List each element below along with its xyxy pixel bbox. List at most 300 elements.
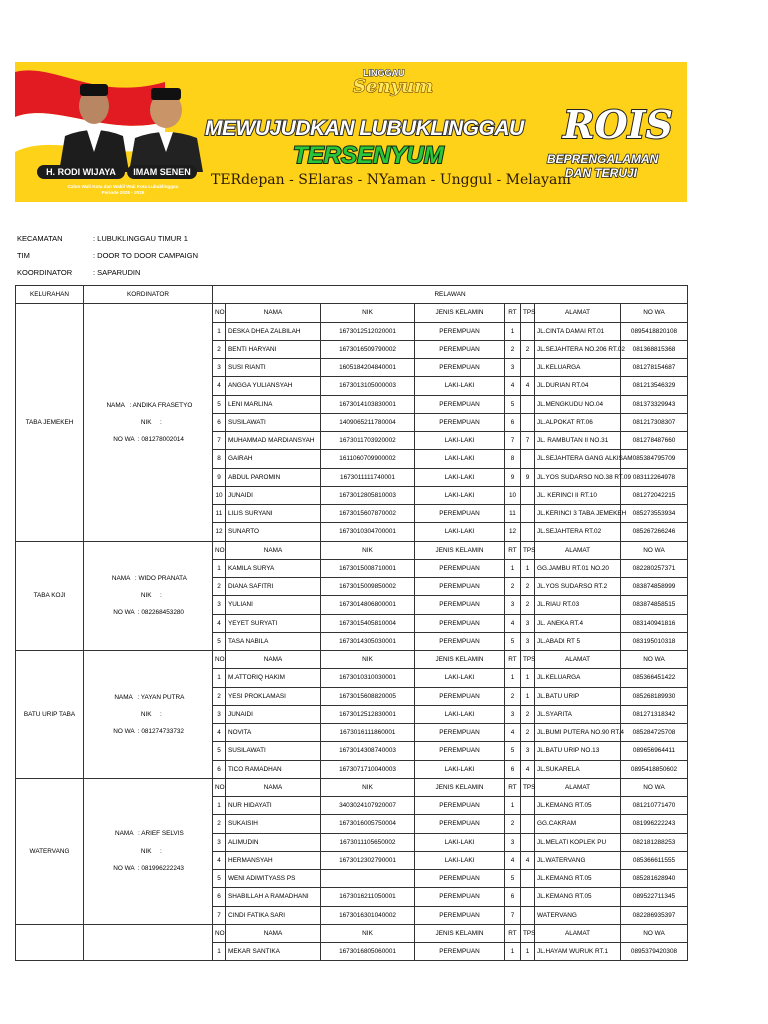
kecamatan-row [17, 230, 198, 247]
cell-nama: HERMANSYAH [226, 851, 321, 869]
kordinator-nowa-line [86, 604, 210, 621]
cell-no-wa: 081213546329 [621, 377, 688, 395]
cell-tps: 2 [521, 596, 535, 614]
cell-no-wa: 085366611555 [621, 851, 688, 869]
cell-tps: 3 [521, 614, 535, 632]
column-header-no-wa: NO WA [621, 651, 688, 669]
cell-no-wa: 083874858515 [621, 596, 688, 614]
cell-rt: 5 [505, 742, 521, 760]
cell-jenis-kelamin: LAKI-LAKI [415, 486, 505, 504]
cell-rt: 3 [505, 705, 521, 723]
cell-rt: 5 [505, 395, 521, 413]
cell-no: 3 [213, 596, 226, 614]
cell-no: 1 [213, 797, 226, 815]
cell-nama: DESKA DHEA ZALBILAH [226, 322, 321, 340]
cell-nama: M.ATTORIQ HAKIM [226, 669, 321, 687]
cell-rt: 1 [505, 322, 521, 340]
cell-nama: MUHAMMAD MARDIANSYAH [226, 432, 321, 450]
kordinator-header: KORDINATOR [84, 286, 213, 304]
brand-tagline-2: DAN TERUJI [565, 166, 638, 180]
cell-alamat: JL.KEMANG RT.05 [535, 888, 621, 906]
cell-alamat: JL.SEJAHTERA NO.206 RT.02 [535, 340, 621, 358]
linggau-senyum-logo [335, 66, 445, 110]
cell-nik: 1673071710040003 [321, 760, 415, 778]
cell-no: 3 [213, 359, 226, 377]
cell-rt: 6 [505, 888, 521, 906]
cell-nik: 1673012302790001 [321, 851, 415, 869]
cell-nik: 1673016005750004 [321, 815, 415, 833]
cell-jenis-kelamin: PEREMPUAN [415, 359, 505, 377]
cell-jenis-kelamin: PEREMPUAN [415, 596, 505, 614]
cell-rt: 6 [505, 413, 521, 431]
logo-script: Senyum [353, 76, 434, 97]
cell-rt: 4 [505, 724, 521, 742]
kordinator-nama-value: : YAYAN PUTRA [137, 693, 185, 701]
kordinator-nowa-value: : 081274733732 [137, 728, 184, 735]
cell-jenis-kelamin: PEREMPUAN [415, 614, 505, 632]
column-header-nik: NIK [321, 304, 415, 322]
cell-no-wa: 085273553934 [621, 505, 688, 523]
cell-no-wa: 083140941816 [621, 614, 688, 632]
cell-jenis-kelamin: LAKI-LAKI [415, 760, 505, 778]
cell-alamat: JL.KELUARGA [535, 359, 621, 377]
cell-nama: SUSILAWATI [226, 742, 321, 760]
cell-nik: 1673016509790002 [321, 340, 415, 358]
cell-alamat: JL.KERINCI 3 TABA JEMEKEH [535, 505, 621, 523]
cell-jenis-kelamin: PEREMPUAN [415, 687, 505, 705]
cell-rt: 6 [505, 760, 521, 778]
cell-nama: YULIANI [226, 596, 321, 614]
kordinator-nowa-label: NO WA [113, 728, 135, 735]
cell-nik [321, 870, 415, 888]
cell-jenis-kelamin: PEREMPUAN [415, 413, 505, 431]
cell-no-wa: 089656964411 [621, 742, 688, 760]
kelurahan-cell: BATU URIP TABA [16, 651, 84, 779]
cell-tps [521, 505, 535, 523]
kordinator-nama-label: NAMA [111, 574, 131, 582]
cell-rt: 1 [505, 559, 521, 577]
cell-alamat: JL. RAMBUTAN II NO.31 [535, 432, 621, 450]
kordinator-nik-value: : [160, 418, 162, 426]
cell-alamat: JL.DURIAN RT.04 [535, 377, 621, 395]
cell-no-wa: 085267266246 [621, 523, 688, 541]
cell-rt: 4 [505, 851, 521, 869]
kordinator-nowa-label: NO WA [113, 864, 135, 872]
cell-tps: 1 [521, 943, 535, 961]
cell-tps: 1 [521, 687, 535, 705]
cell-rt: 2 [505, 578, 521, 596]
caption-line-2: Periode 2025 - 2029 [101, 190, 145, 195]
cell-no-wa: 081271318342 [621, 705, 688, 723]
cell-nik: 1673011105650002 [321, 833, 415, 851]
cell-no: 7 [213, 906, 226, 924]
column-header-no: NO [213, 304, 226, 322]
rois-brand: ROIS [563, 102, 673, 147]
cell-nama: SUSI RIANTI [226, 359, 321, 377]
column-header-row [16, 778, 688, 796]
cell-no-wa: 085281628940 [621, 870, 688, 888]
kordinator-nik-line [86, 706, 210, 723]
cell-rt: 3 [505, 596, 521, 614]
cell-nama: SHABILLAH A RAMADHANI [226, 888, 321, 906]
candidate2-name: IMAM SENEN [127, 165, 197, 179]
cell-no: 6 [213, 413, 226, 431]
kelurahan-header: KELURAHAN [16, 286, 84, 304]
cell-nama: MEKAR SANTIKA [226, 943, 321, 961]
brand-tagline [547, 152, 687, 180]
cell-no: 4 [213, 614, 226, 632]
cell-nama: KAMILA SURYA [226, 559, 321, 577]
cell-tps: 7 [521, 432, 535, 450]
kordinator-nama-line [86, 825, 210, 842]
kordinator-nowa-label: NO WA [113, 609, 135, 617]
cell-tps: 2 [521, 705, 535, 723]
column-header-nama: NAMA [226, 304, 321, 322]
column-header-rt: RT [505, 304, 521, 322]
kordinator-nik-label: NIK [140, 710, 152, 718]
cell-no-wa: 085284725708 [621, 724, 688, 742]
cell-nik: 1673011111740001 [321, 468, 415, 486]
cell-alamat: JL.KEMANG RT.05 [535, 870, 621, 888]
cell-alamat: JL.ALPOKAT RT.06 [535, 413, 621, 431]
cell-nik: 1673016301040002 [321, 906, 415, 924]
kordinator-nik-label: NIK [140, 418, 152, 426]
column-header-jenis-kelamin: JENIS KELAMIN [415, 778, 505, 796]
cell-no: 2 [213, 687, 226, 705]
column-header-jenis-kelamin: JENIS KELAMIN [415, 304, 505, 322]
cell-no: 1 [213, 559, 226, 577]
cell-tps [521, 486, 535, 504]
cell-tps [521, 523, 535, 541]
cell-tps [521, 797, 535, 815]
kordinator-nowa-label: NO WA [113, 436, 135, 443]
cell-nik: 1673015405810004 [321, 614, 415, 632]
cell-no-wa: 081373329943 [621, 395, 688, 413]
cell-tps: 2 [521, 578, 535, 596]
cell-nik: 1673015607870002 [321, 505, 415, 523]
column-header-nama: NAMA [226, 778, 321, 796]
kordinator-cell [84, 304, 213, 541]
cell-no: 5 [213, 395, 226, 413]
cell-tps [521, 413, 535, 431]
cell-nama: NUR HIDAYATI [226, 797, 321, 815]
cell-nik: 1673012512830001 [321, 705, 415, 723]
tim-value: : DOOR TO DOOR CAMPAIGN [93, 251, 199, 260]
cell-jenis-kelamin: LAKI-LAKI [415, 377, 505, 395]
cell-alamat: JL.CINTA DAMAI RT.01 [535, 322, 621, 340]
table-body [16, 286, 688, 961]
cell-no: 2 [213, 815, 226, 833]
cell-nama: BENTI HARYANI [226, 340, 321, 358]
cell-nama: YEYET SURYATI [226, 614, 321, 632]
cell-nik: 1611060709900002 [321, 450, 415, 468]
column-header-nama: NAMA [226, 924, 321, 942]
cell-nama: YESI PROKLAMASI [226, 687, 321, 705]
cell-nik: 1673015608820005 [321, 687, 415, 705]
kelurahan-cell: WATERVANG [16, 778, 84, 924]
cell-no: 4 [213, 851, 226, 869]
cell-alamat: GG.CAKRAM [535, 815, 621, 833]
cell-tps [521, 833, 535, 851]
cell-rt: 2 [505, 687, 521, 705]
cell-rt: 1 [505, 797, 521, 815]
cell-nama: SUKAISIH [226, 815, 321, 833]
cell-no: 5 [213, 632, 226, 650]
cell-rt: 3 [505, 359, 521, 377]
column-header-no-wa: NO WA [621, 304, 688, 322]
cell-nik: 1673014305030001 [321, 632, 415, 650]
cell-jenis-kelamin: PEREMPUAN [415, 505, 505, 523]
cell-rt: 11 [505, 505, 521, 523]
cell-no-wa: 081368815368 [621, 340, 688, 358]
cell-alamat: JL.SEJAHTERA GANG ALKISAM [535, 450, 621, 468]
cell-nama: TASA NABILA [226, 632, 321, 650]
cell-tps: 4 [521, 851, 535, 869]
cell-tps [521, 395, 535, 413]
cell-no-wa: 085268189930 [621, 687, 688, 705]
column-header-alamat: ALAMAT [535, 778, 621, 796]
column-header-rt: RT [505, 651, 521, 669]
slogan-line-2: TERSENYUM [293, 142, 444, 169]
tagline: TERdepan - SElaras - NYaman - Unggul - Melayani [211, 172, 571, 188]
cell-nik: 1673015009850002 [321, 578, 415, 596]
cell-tps: 2 [521, 724, 535, 742]
cell-tps: 2 [521, 340, 535, 358]
cell-tps: 4 [521, 377, 535, 395]
column-header-nama: NAMA [226, 651, 321, 669]
kordinator-cell [84, 541, 213, 651]
cell-nama: CINDI FATIKA SARI [226, 906, 321, 924]
cell-jenis-kelamin: PEREMPUAN [415, 632, 505, 650]
column-header-tps: TPS [521, 541, 535, 559]
cell-jenis-kelamin: PEREMPUAN [415, 395, 505, 413]
kordinator-nama-label: NAMA [114, 693, 133, 701]
cell-nama: TICO RAMADHAN [226, 760, 321, 778]
cell-jenis-kelamin: PEREMPUAN [415, 340, 505, 358]
relawan-header: RELAWAN [213, 286, 688, 304]
cell-nama: SUSILAWATI [226, 413, 321, 431]
cell-tps [521, 870, 535, 888]
cell-nik: 1673015008710001 [321, 559, 415, 577]
cell-tps [521, 359, 535, 377]
cell-nik: 1673010310030001 [321, 669, 415, 687]
column-header-row [16, 304, 688, 322]
cell-rt: 8 [505, 450, 521, 468]
cell-no: 9 [213, 468, 226, 486]
kordinator-nik-value: : [160, 847, 162, 855]
cell-no: 5 [213, 870, 226, 888]
kordinator-nama-label: NAMA [106, 401, 125, 409]
cell-alamat: JL.RIAU RT.03 [535, 596, 621, 614]
cell-no: 6 [213, 760, 226, 778]
cell-no-wa: 081278154687 [621, 359, 688, 377]
kelurahan-cell [16, 924, 84, 961]
kecamatan-label: KECAMATAN [17, 234, 63, 243]
cell-no: 6 [213, 888, 226, 906]
cell-no: 8 [213, 450, 226, 468]
cell-jenis-kelamin: LAKI-LAKI [415, 523, 505, 541]
column-header-no: NO [213, 924, 226, 942]
cell-nik: 1673010304700001 [321, 523, 415, 541]
kordinator-nowa-line [86, 860, 210, 877]
cell-jenis-kelamin: LAKI-LAKI [415, 432, 505, 450]
kordinator-nik-line [86, 587, 210, 604]
cell-nik: 1673014308740003 [321, 742, 415, 760]
cell-no-wa: 082181288253 [621, 833, 688, 851]
cell-tps: 3 [521, 632, 535, 650]
kordinator-cell [84, 778, 213, 924]
kordinator-nowa-value: : 081996222243 [137, 864, 184, 872]
kordinator-cell [84, 924, 213, 961]
cell-jenis-kelamin: PEREMPUAN [415, 870, 505, 888]
cell-nama: LENI MARLINA [226, 395, 321, 413]
candidate-caption [43, 184, 203, 196]
cell-jenis-kelamin: PEREMPUAN [415, 322, 505, 340]
cell-nik: 1673014806800001 [321, 596, 415, 614]
cell-rt: 9 [505, 468, 521, 486]
cell-no: 1 [213, 322, 226, 340]
cell-nik: 1673016211050001 [321, 888, 415, 906]
cell-tps [521, 450, 535, 468]
cell-no: 3 [213, 833, 226, 851]
cell-alamat: JL.ABADI RT 5 [535, 632, 621, 650]
cell-rt: 4 [505, 377, 521, 395]
tim-label: TIM [17, 251, 30, 260]
kordinator-nama-value: : ANDIKA FRASETYO [129, 401, 193, 409]
cell-no: 1 [213, 943, 226, 961]
cell-no: 5 [213, 742, 226, 760]
kordinator-nik-line [86, 843, 210, 860]
cell-no-wa: 082286935397 [621, 906, 688, 924]
column-header-nik: NIK [321, 778, 415, 796]
cell-nama: JUNAIDI [226, 486, 321, 504]
cell-alamat: JL.BUMI PUTERA NO.90 RT.4 [535, 724, 621, 742]
kordinator-nowa-line [86, 431, 210, 448]
cell-alamat: JL.SUKARELA [535, 760, 621, 778]
cell-no-wa: 083874858999 [621, 578, 688, 596]
cell-nama: LILIS SURYANI [226, 505, 321, 523]
kordinator-nama-value: : WIDO PRANATA [134, 574, 187, 582]
cell-rt: 1 [505, 669, 521, 687]
cell-no: 10 [213, 486, 226, 504]
cell-nik: 1409065211780004 [321, 413, 415, 431]
cell-jenis-kelamin: LAKI-LAKI [415, 851, 505, 869]
column-header-tps: TPS [521, 651, 535, 669]
cell-no-wa: 089522711345 [621, 888, 688, 906]
cell-nama: ALIMUDIN [226, 833, 321, 851]
cell-nik: 1673013105000003 [321, 377, 415, 395]
cell-no-wa: 083112264978 [621, 468, 688, 486]
column-header-alamat: ALAMAT [535, 304, 621, 322]
kordinator-nik-line [86, 414, 210, 431]
cell-tps [521, 888, 535, 906]
cell-nama: SUNARTO [226, 523, 321, 541]
kecamatan-value: : LUBUKLINGGAU TIMUR 1 [93, 234, 188, 243]
kordinator-nowa-value: : 081278002014 [137, 436, 184, 443]
kordinator-nik-label: NIK [140, 847, 152, 855]
cell-no-wa: 081210771470 [621, 797, 688, 815]
cell-alamat: JL.HAYAM WURUK RT.1 [535, 943, 621, 961]
column-header-nik: NIK [321, 924, 415, 942]
cell-alamat: JL.YOS SUDARSO NO.38 RT.09 [535, 468, 621, 486]
cell-no-wa: 0895418820108 [621, 322, 688, 340]
campaign-banner [15, 62, 687, 202]
koordinator-row [17, 264, 198, 281]
cell-no: 12 [213, 523, 226, 541]
caption-line-1: Calon Wali Kota dan Wakil Wali Kota Lubuklinggau [67, 184, 179, 189]
cell-jenis-kelamin: PEREMPUAN [415, 906, 505, 924]
tim-row [17, 247, 198, 264]
column-header-nik: NIK [321, 651, 415, 669]
cell-alamat: JL.BATU URIP [535, 687, 621, 705]
cell-alamat: WATERVANG [535, 906, 621, 924]
column-header-no: NO [213, 778, 226, 796]
cell-no-wa: 081278487660 [621, 432, 688, 450]
column-header-nama: NAMA [226, 541, 321, 559]
koordinator-label: KOORDINATOR [17, 268, 73, 277]
cell-alamat: JL.MELATI KOPLEK PU [535, 833, 621, 851]
column-header-tps: TPS [521, 304, 535, 322]
cell-jenis-kelamin: LAKI-LAKI [415, 450, 505, 468]
cell-rt: 5 [505, 632, 521, 650]
kordinator-nik-label: NIK [140, 592, 152, 600]
table-top-header [16, 286, 688, 304]
cell-rt: 5 [505, 870, 521, 888]
kordinator-nama-line [86, 570, 210, 587]
column-header-no: NO [213, 541, 226, 559]
cell-alamat: JL.MENGKUDU NO.04 [535, 395, 621, 413]
kelurahan-cell: TABA JEMEKEH [16, 304, 84, 541]
logo-word: LINGGAU [363, 68, 405, 78]
cell-alamat: JL.SYARITA [535, 705, 621, 723]
cell-nama: WENI ADIWITYASS PS [226, 870, 321, 888]
cell-rt: 10 [505, 486, 521, 504]
candidate1-name: H. RODI WIJAYA [37, 165, 125, 179]
column-header-nik: NIK [321, 541, 415, 559]
cell-nama: DIANA SAFITRI [226, 578, 321, 596]
kordinator-nama-value: : ARIEF SELVIS [138, 830, 184, 838]
cell-tps [521, 322, 535, 340]
cell-tps [521, 906, 535, 924]
cell-tps: 1 [521, 559, 535, 577]
kordinator-cell [84, 651, 213, 779]
cell-no: 1 [213, 669, 226, 687]
cell-jenis-kelamin: PEREMPUAN [415, 724, 505, 742]
cell-jenis-kelamin: LAKI-LAKI [415, 705, 505, 723]
cell-no: 7 [213, 432, 226, 450]
cell-nik: 1673016805060001 [321, 943, 415, 961]
column-header-jenis-kelamin: JENIS KELAMIN [415, 651, 505, 669]
cell-alamat: JL.SEJAHTERA RT.02 [535, 523, 621, 541]
cell-no-wa: 081996222243 [621, 815, 688, 833]
cell-rt: 12 [505, 523, 521, 541]
cell-nik: 1673011703920002 [321, 432, 415, 450]
slogan-line-1: MEWUJUDKAN LUBUKLINGGAU [205, 117, 524, 140]
column-header-no: NO [213, 651, 226, 669]
document-header [17, 230, 198, 281]
cell-no: 2 [213, 578, 226, 596]
cell-nama: JUNAIDI [226, 705, 321, 723]
cell-no: 11 [213, 505, 226, 523]
cell-jenis-kelamin: LAKI-LAKI [415, 833, 505, 851]
cell-jenis-kelamin: PEREMPUAN [415, 797, 505, 815]
kordinator-nama-line [86, 689, 210, 706]
volunteer-table [15, 285, 688, 961]
cell-alamat: JL.WATERVANG [535, 851, 621, 869]
cell-nama: NOVITA [226, 724, 321, 742]
cell-alamat: GG.JAMBU RT.01 NO.20 [535, 559, 621, 577]
cell-alamat: JL. KERINCI II RT.10 [535, 486, 621, 504]
